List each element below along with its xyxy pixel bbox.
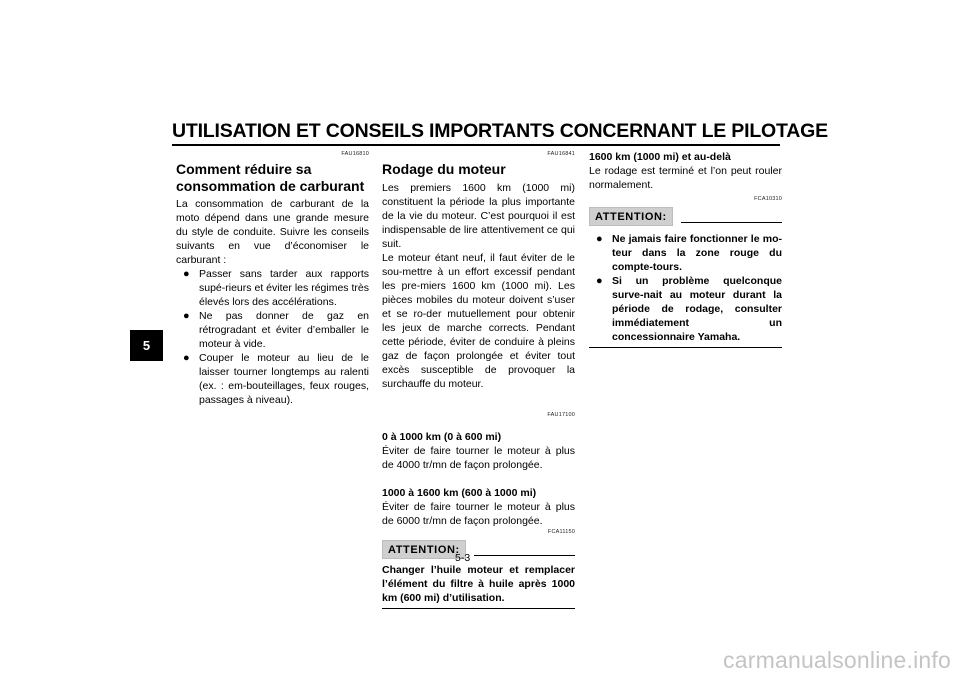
subsection-title: 0 à 1000 km (0 à 600 mi) <box>382 430 502 443</box>
section-heading: Rodage du moteur <box>382 161 506 177</box>
list-item: ● Couper le moteur au lieu de le laisser tourner longtemps au ralenti (ex. : em-bouteillages, feux rouges, passages à niveau). <box>199 351 369 407</box>
attention-text: Changer l’huile moteur et remplacer l’élément du filtre à huile après 1000 km (600 mi) d’utilisation. <box>382 563 575 609</box>
attention-rule <box>474 555 575 556</box>
subsection-title: 1600 km (1000 mi) et au-delà <box>589 151 731 163</box>
section-code: FAU16810 <box>341 151 369 157</box>
watermark: carmanualsonline.info <box>723 647 951 673</box>
paragraph: Le rodage est terminé et l’on peut rouler normalement. <box>589 165 782 191</box>
section-code: FAU17100 <box>547 411 575 418</box>
section-heading: Comment réduire sa consommation de carburant <box>176 161 365 194</box>
paragraph: Éviter de faire tourner le moteur à plus de 6000 tr/mn de façon prolongée. <box>382 500 575 527</box>
attention-rule <box>681 222 782 223</box>
list-item: ● Ne jamais faire fonctionner le mo-teur dans la zone rouge du compte-tours. <box>612 232 782 274</box>
title-rule <box>172 144 780 146</box>
attention-header <box>382 540 575 559</box>
page-title: UTILISATION ET CONSEILS IMPORTANTS CONCERNANT LE PILOTAGE <box>172 120 828 142</box>
tips-list <box>176 267 369 407</box>
caution-code: FCA11150 <box>547 528 575 535</box>
paragraph: Éviter de faire tourner le moteur à plus de 4000 tr/mn de façon prolongée. <box>382 444 575 471</box>
paragraph: Le moteur étant neuf, il faut éviter de le sou-mettre à un effort excessif pendant les pre-miers 1600 km (1000 mi). Les pièces mobiles du moteur doivent s’user et se ro-der mutuellement pour obtenir les jeux de marche corrects. Pendant cette période, éviter de conduire à pleins gaz de façon prolongée et éviter tout excès susceptible de provoquer la surchauffe du moteur. <box>382 251 575 390</box>
paragraph: Les premiers 1600 km (1000 mi) constituent la période la plus importante de la vie du moteur. C’est pourquoi il est indispensable de lire attentivement ce qui suit. <box>382 181 575 250</box>
chapter-tab: 5 <box>130 330 163 361</box>
attention-label: ATTENTION: <box>382 540 466 559</box>
intro-paragraph: La consommation de carburant de la moto dépend dans une grande mesure du style de conduite. Suivre les conseils suivants en vue d’économiser le carburant : <box>176 198 369 266</box>
subsection-title: 1000 à 1600 km (600 à 1000 mi) <box>382 486 537 499</box>
list-item: ● Ne pas donner de gaz en rétrogradant et éviter d’emballer le moteur à vide. <box>199 309 369 351</box>
column-fuel-consumption <box>176 150 369 407</box>
column-engine-break-in <box>382 150 575 609</box>
attention-header <box>589 207 782 226</box>
page-number: 5-3 <box>455 552 471 564</box>
section-code: FAU16841 <box>547 151 575 157</box>
list-item: ● Si un problème quelconque surve-nait au moteur durant la période de rodage, consulter immédiatement un concessionnaire Yamaha. <box>612 274 782 344</box>
list-item: ● Passer sans tarder aux rapports supé-rieurs et éviter les régimes très élevés lors des accélérations. <box>199 267 369 309</box>
column-after-break-in <box>589 150 782 348</box>
attention-box <box>589 230 782 348</box>
attention-label: ATTENTION: <box>589 207 673 226</box>
caution-code: FCA10310 <box>754 196 782 202</box>
attention-list <box>589 232 782 344</box>
